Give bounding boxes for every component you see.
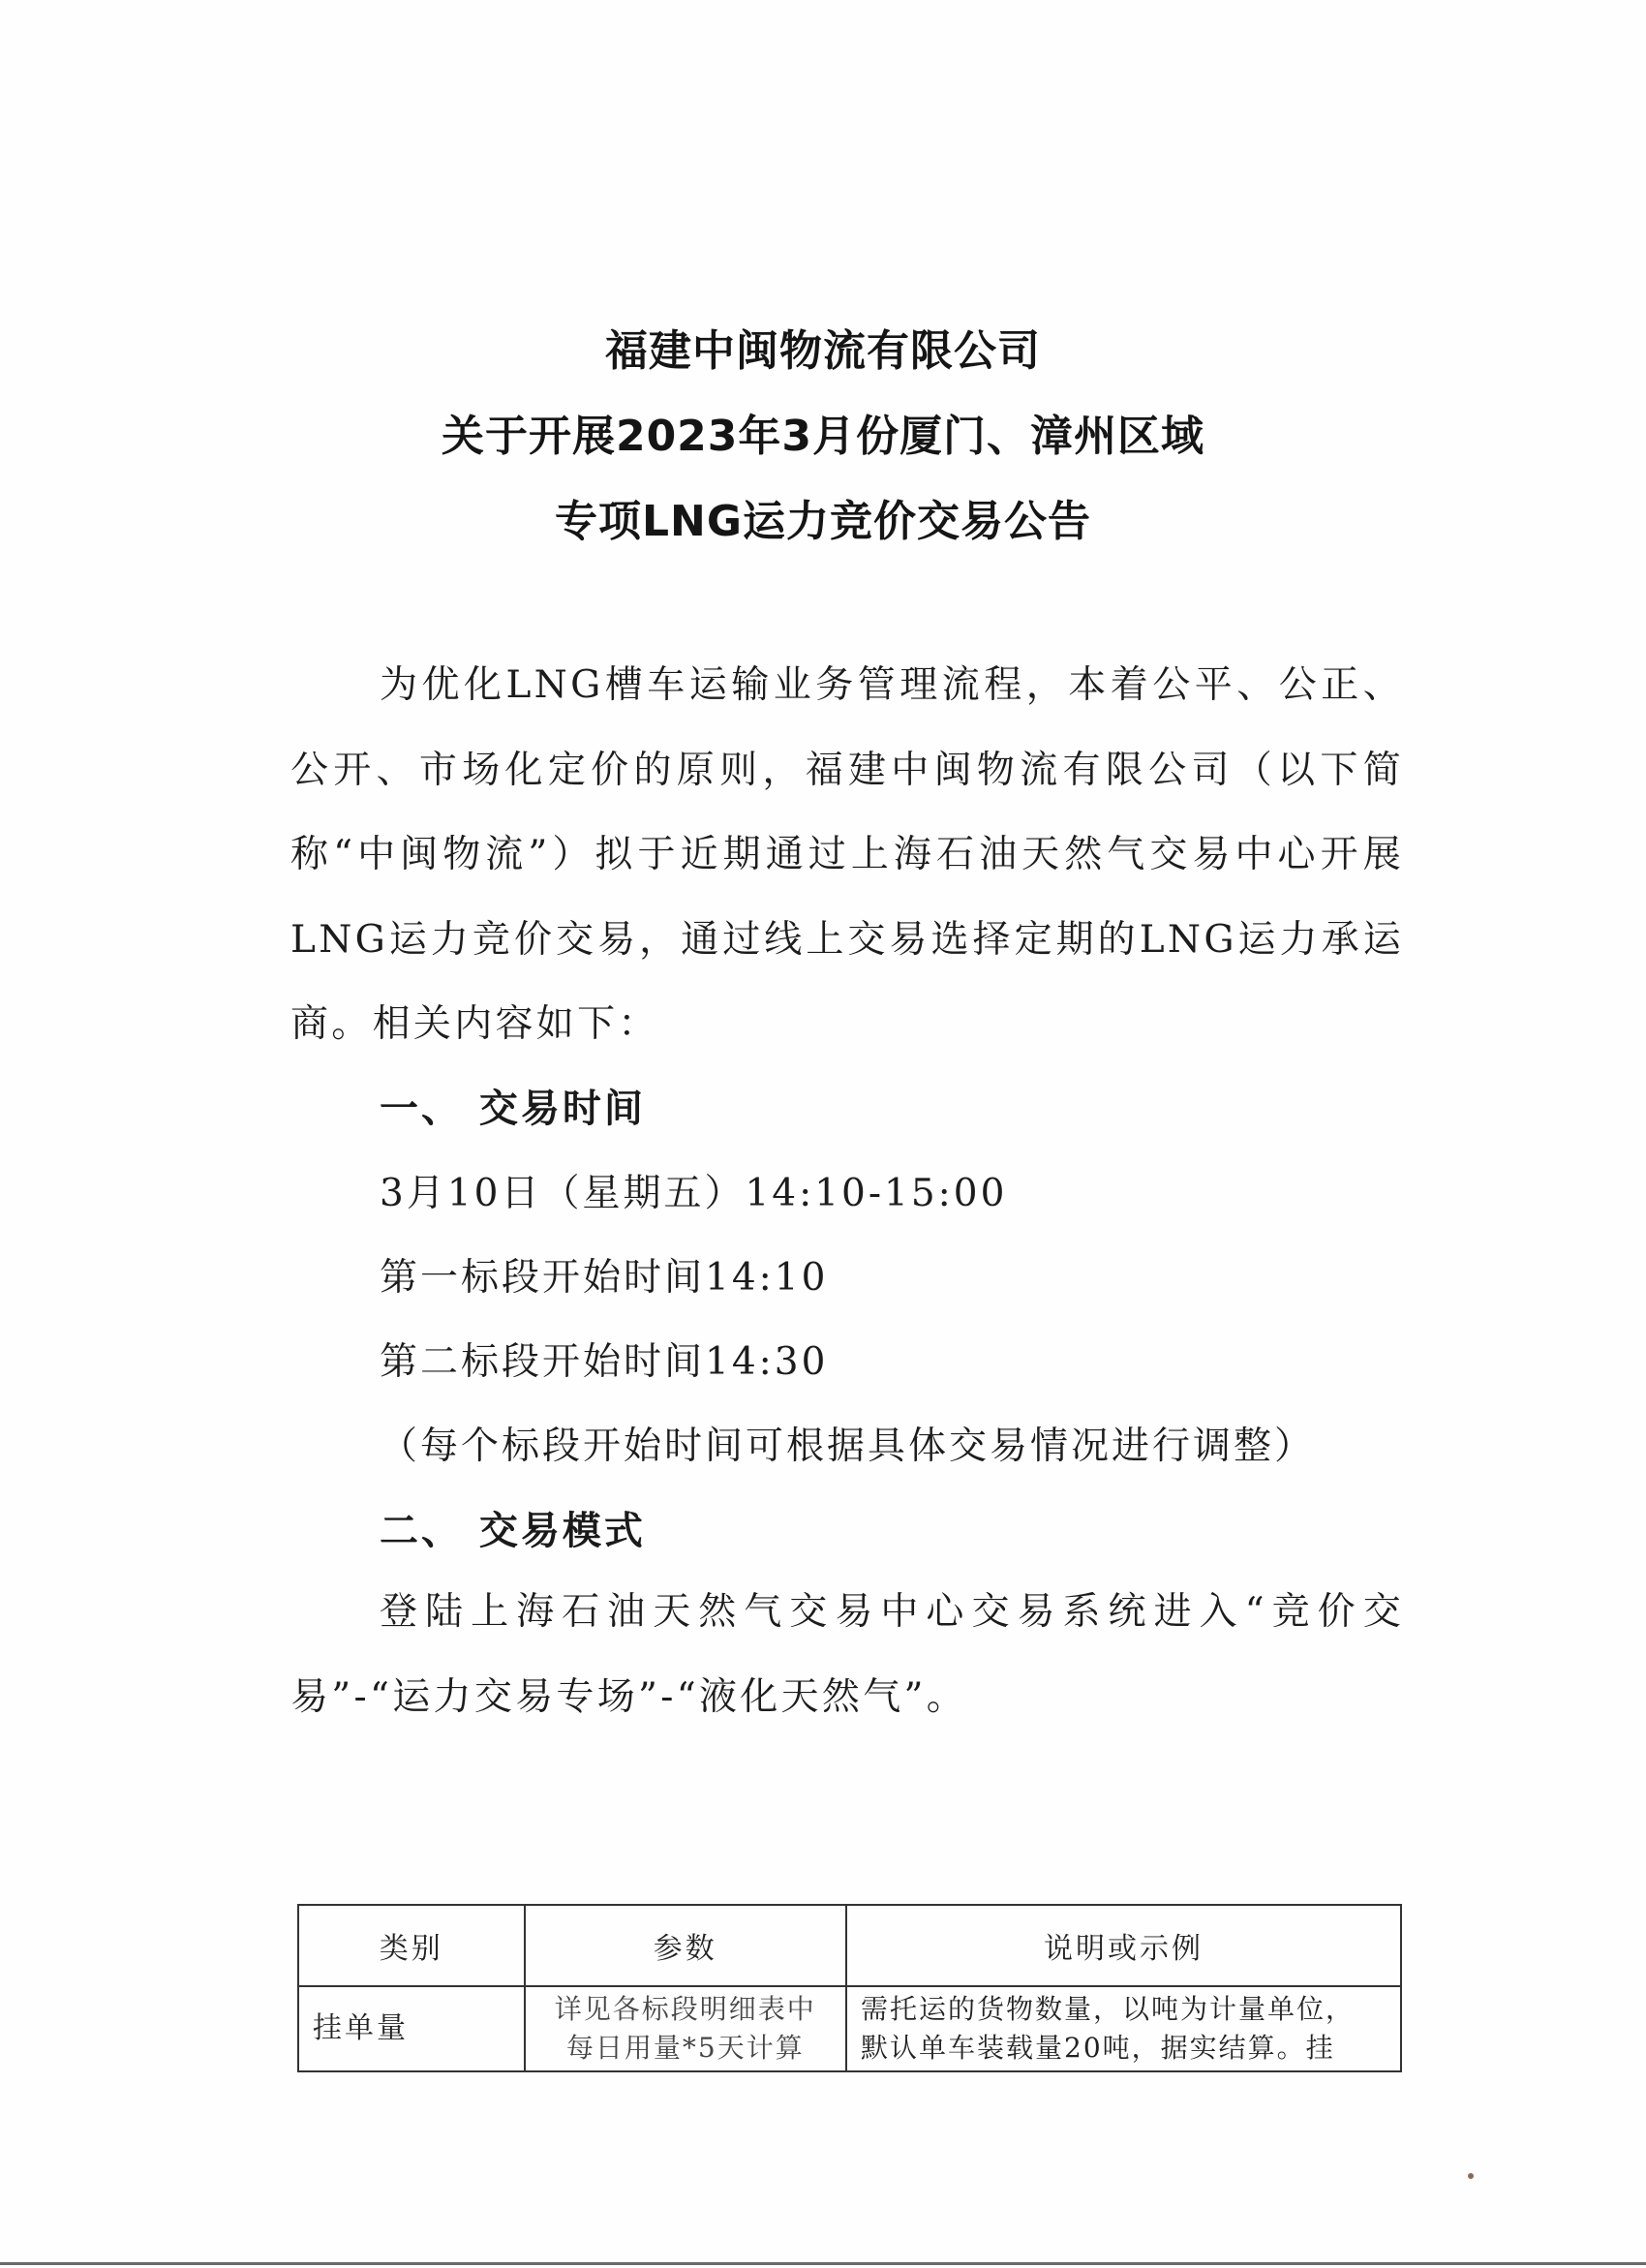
- section-heading-trading-time: 一、 交易时间: [380, 1087, 646, 1131]
- cell-category: 挂单量: [298, 1986, 525, 2071]
- title-announcement: 专项LNG运力竞价交易公告: [555, 497, 1091, 546]
- lot2-start-time: 第二标段开始时间14:30: [380, 1340, 829, 1384]
- scan-bottom-edge: [0, 2262, 1646, 2265]
- param-line: 每日用量*5天计算: [565, 2032, 805, 2064]
- param-line: 详见各标段明细表中: [554, 1993, 816, 2025]
- section-heading-trading-mode: 二、 交易模式: [380, 1509, 646, 1553]
- parameter-table: [297, 1904, 1402, 2072]
- cell-parameter: [525, 1986, 846, 2071]
- table-row: [298, 1986, 1401, 2071]
- table-header-row: [298, 1905, 1401, 1986]
- header-category: 类别: [298, 1905, 525, 1986]
- time-adjustment-note: （每个标段开始时间可根据具体交易情况进行调整）: [380, 1425, 1316, 1468]
- scan-speck: [1468, 2173, 1474, 2179]
- header-description: 说明或示例: [846, 1905, 1401, 1986]
- trading-date: 3月10日（星期五）14:10-15:00: [380, 1172, 1008, 1215]
- intro-paragraph: 为优化LNG槽车运输业务管理流程，本着公平、公正、公开、市场化定价的原则，福建中闽物流有限公司（以下简称“中闽物流”）拟于近期通过上海石油天然气交易中心开展LNG运力竞价交易，通过线上交易选择定期的LNG运力承运商。相关内容如下：: [290, 663, 1404, 1046]
- trading-mode-paragraph: 登陆上海石油天然气交易中心交易系统进入“竞价交易”-“运力交易专场”-“液化天然气”。: [290, 1590, 1404, 1719]
- desc-line: 默认单车装载量20吨，据实结算。挂: [861, 2032, 1335, 2064]
- title-company: 福建中闽物流有限公司: [605, 326, 1041, 376]
- desc-line: 需托运的货物数量，以吨为计量单位，: [861, 1993, 1356, 2025]
- header-parameter: 参数: [525, 1905, 846, 1986]
- lot1-start-time: 第一标段开始时间14:10: [380, 1256, 829, 1300]
- title-subject: 关于开展2023年3月份厦门、漳州区域: [441, 412, 1205, 461]
- cell-description: [846, 1986, 1401, 2071]
